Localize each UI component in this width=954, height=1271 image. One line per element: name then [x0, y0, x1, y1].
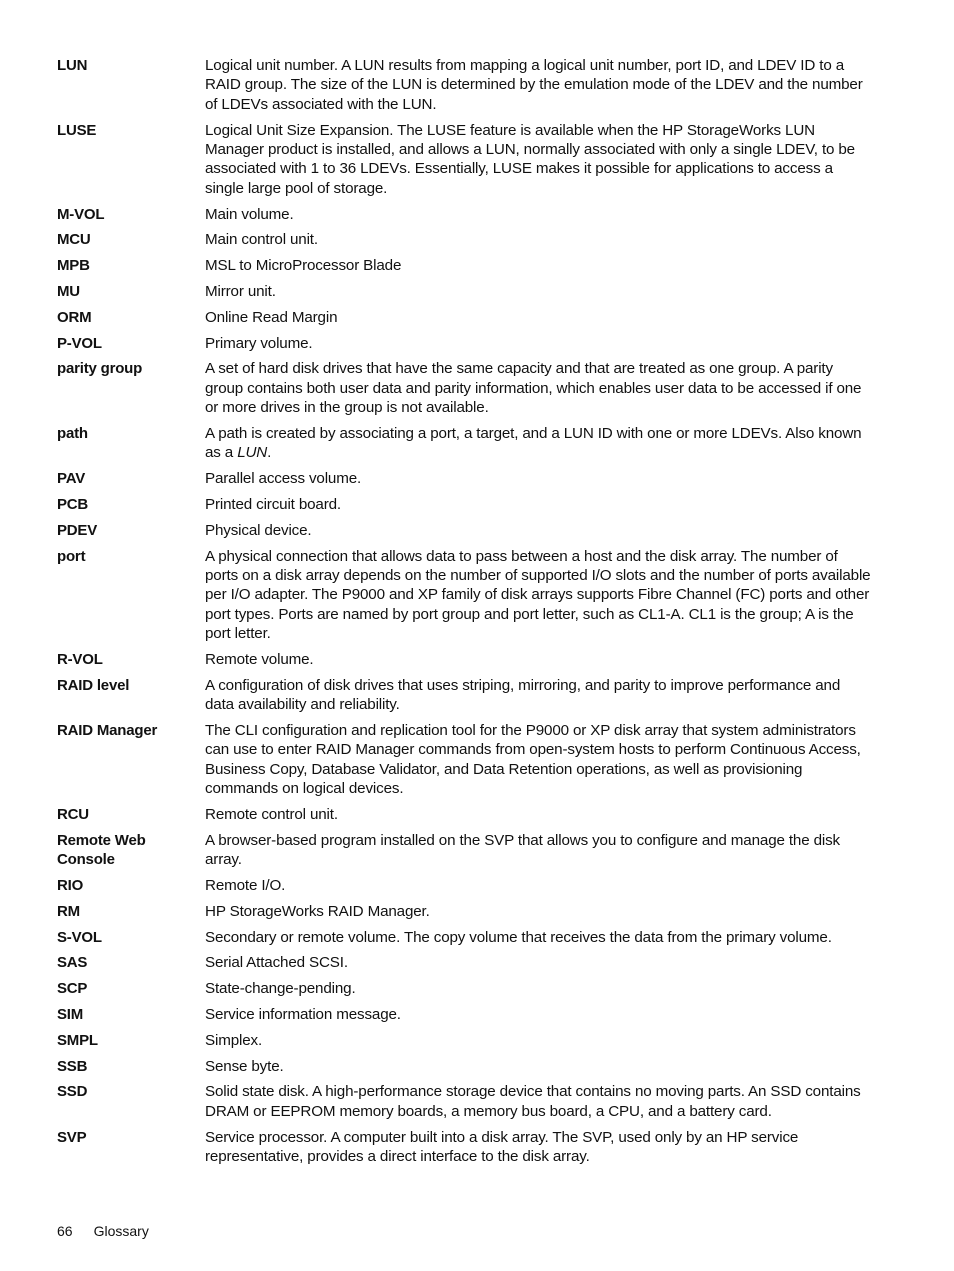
- glossary-definition: Logical unit number. A LUN results from mapping a logical unit number, port ID, and LDEV ID to a RAID group. The size of the LUN is determined by the emulation mode of the LDEV and the number of LDEVs associated with the LUN.: [205, 57, 863, 113]
- glossary-definition: Solid state disk. A high-performance storage device that contains no moving parts. An SSD contains DRAM or EEPROM memory boards, a memory bus board, a CPU, and a battery card.: [205, 1083, 861, 1120]
- glossary-definition: Remote control unit.: [205, 806, 338, 824]
- definition-crossref: LUN: [237, 444, 268, 462]
- glossary-term: PDEV: [57, 521, 98, 539]
- glossary-entry: [57, 876, 872, 895]
- glossary-entry: [57, 1031, 872, 1050]
- glossary-entry: [57, 805, 872, 824]
- glossary-entry: [57, 928, 872, 947]
- glossary-term: ORM: [57, 308, 92, 326]
- glossary-entry: [57, 547, 872, 644]
- glossary-definition: Logical Unit Size Expansion. The LUSE feature is available when the HP StorageWorks LUN Manager product is installed, and allows a LUN, normally associated with only a single LDEV, to be associated with 1 to 36 LDEVs. Essentially, LUSE makes it possible for applications to access a single large pool of storage.: [205, 121, 855, 197]
- glossary-definition: Remote I/O.: [205, 877, 286, 895]
- glossary-entry: [57, 953, 872, 972]
- glossary-entry: [57, 359, 872, 417]
- definition-text: A path is created by associating a port, a target, and a LUN ID with one or more LDEVs. Also known as a: [205, 425, 862, 462]
- glossary-definition: Online Read Margin: [205, 308, 338, 326]
- glossary-entry: [57, 521, 872, 540]
- glossary-entry: [57, 1005, 872, 1024]
- glossary-definition: Primary volume.: [205, 334, 313, 352]
- glossary-definition: Main control unit.: [205, 231, 318, 249]
- glossary-definition: The CLI configuration and replication tool for the P9000 or XP disk array that system administrators can use to enter RAID Manager commands from open-system hosts to perform Continuous Access, Business Copy, Database Validator, and Data Retention operations, as well as provisioning commands on logical devices.: [205, 722, 861, 798]
- glossary-definition: HP StorageWorks RAID Manager.: [205, 902, 430, 920]
- glossary-entry: [57, 721, 872, 799]
- glossary-entry: [57, 979, 872, 998]
- glossary-term: MPB: [57, 257, 90, 275]
- glossary-term: R-VOL: [57, 651, 103, 669]
- glossary-term: RM: [57, 902, 80, 920]
- definition-tail: .: [267, 444, 272, 462]
- glossary-term: S-VOL: [57, 928, 102, 946]
- glossary-definition: Main volume.: [205, 205, 294, 223]
- glossary-definition: Service information message.: [205, 1006, 401, 1024]
- glossary-definition: MSL to MicroProcessor Blade: [205, 257, 402, 275]
- glossary-term: SCP: [57, 980, 88, 998]
- glossary-term: MCU: [57, 231, 91, 249]
- glossary-term: P-VOL: [57, 334, 102, 352]
- glossary-entry: [57, 282, 872, 301]
- glossary-term: LUSE: [57, 121, 97, 139]
- glossary-entry: [57, 1128, 872, 1167]
- glossary-entry: [57, 121, 872, 199]
- glossary-entry: [57, 56, 872, 114]
- glossary-term: SAS: [57, 954, 88, 972]
- glossary-definition: A configuration of disk drives that uses striping, mirroring, and parity to improve performance and data availability and reliability.: [205, 676, 841, 714]
- glossary-entry: [57, 831, 872, 870]
- glossary-term: RCU: [57, 806, 89, 824]
- glossary-term: SMPL: [57, 1031, 98, 1049]
- glossary-definition: Remote volume.: [205, 651, 314, 669]
- glossary-term: SSD: [57, 1083, 88, 1101]
- glossary-term: MU: [57, 283, 80, 301]
- glossary-entry: [57, 902, 872, 921]
- glossary-definition: Sense byte.: [205, 1057, 284, 1075]
- glossary-definition: Mirror unit.: [205, 283, 276, 301]
- glossary-definition: A set of hard disk drives that have the same capacity and that are treated as one group. A parity group contains both user data and parity information, which enables user data to be accessed if one or more drives in the group is not available.: [205, 360, 862, 417]
- glossary-definition: Simplex.: [205, 1031, 263, 1049]
- glossary-definition: Printed circuit board.: [205, 496, 341, 514]
- glossary-entry: [57, 469, 872, 488]
- glossary-entry: [57, 256, 872, 275]
- page-footer: [57, 1222, 149, 1240]
- glossary-entry: [57, 676, 872, 715]
- glossary-term: RAID level: [57, 676, 130, 694]
- glossary-list: [57, 56, 872, 1173]
- glossary-term: Remote Web Console: [57, 831, 146, 869]
- glossary-term: parity group: [57, 360, 143, 378]
- glossary-term: PCB: [57, 496, 89, 514]
- glossary-definition: A physical connection that allows data to pass between a host and the disk array. The number of ports on a disk array depends on the number of supported I/O slots and the number of ports available per I/O adapter. The P9000 and XP family of disk arrays supports Fibre Channel (FC) ports and other port types. Ports are named by port group and port letter, such as CL1-A. CL1 is the group; A is the port letter.: [205, 547, 871, 643]
- glossary-entry: [57, 230, 872, 249]
- glossary-term: path: [57, 425, 88, 443]
- glossary-definition: Secondary or remote volume. The copy volume that receives the data from the primary volume.: [205, 928, 832, 946]
- glossary-definition: Service processor. A computer built into a disk array. The SVP, used only by an HP service representative, provides a direct interface to the disk array.: [205, 1128, 799, 1166]
- glossary-definition: Physical device.: [205, 521, 312, 539]
- footer-section-title: Glossary: [93, 1223, 149, 1239]
- glossary-entry: [57, 650, 872, 669]
- glossary-entry: [57, 1082, 872, 1121]
- glossary-entry: [57, 205, 872, 224]
- glossary-term: SIM: [57, 1006, 84, 1024]
- glossary-term: RIO: [57, 877, 84, 895]
- glossary-entry: [57, 424, 872, 463]
- glossary-definition: Serial Attached SCSI.: [205, 954, 348, 972]
- glossary-term: SSB: [57, 1057, 88, 1075]
- glossary-entry: [57, 1057, 872, 1076]
- glossary-entry: [57, 308, 872, 327]
- glossary-entry: [57, 495, 872, 514]
- glossary-term: port: [57, 547, 86, 565]
- glossary-term: SVP: [57, 1128, 87, 1146]
- glossary-entry: [57, 334, 872, 353]
- glossary-definition: State-change-pending.: [205, 980, 356, 998]
- glossary-definition: Parallel access volume.: [205, 470, 362, 488]
- glossary-term: PAV: [57, 470, 86, 488]
- glossary-term: RAID Manager: [57, 722, 158, 740]
- glossary-definition: [205, 424, 872, 463]
- glossary-term: M-VOL: [57, 205, 105, 223]
- glossary-term: LUN: [57, 57, 88, 74]
- glossary-definition: A browser-based program installed on the SVP that allows you to configure and manage the disk array.: [205, 831, 840, 869]
- page-number: 66: [57, 1223, 73, 1239]
